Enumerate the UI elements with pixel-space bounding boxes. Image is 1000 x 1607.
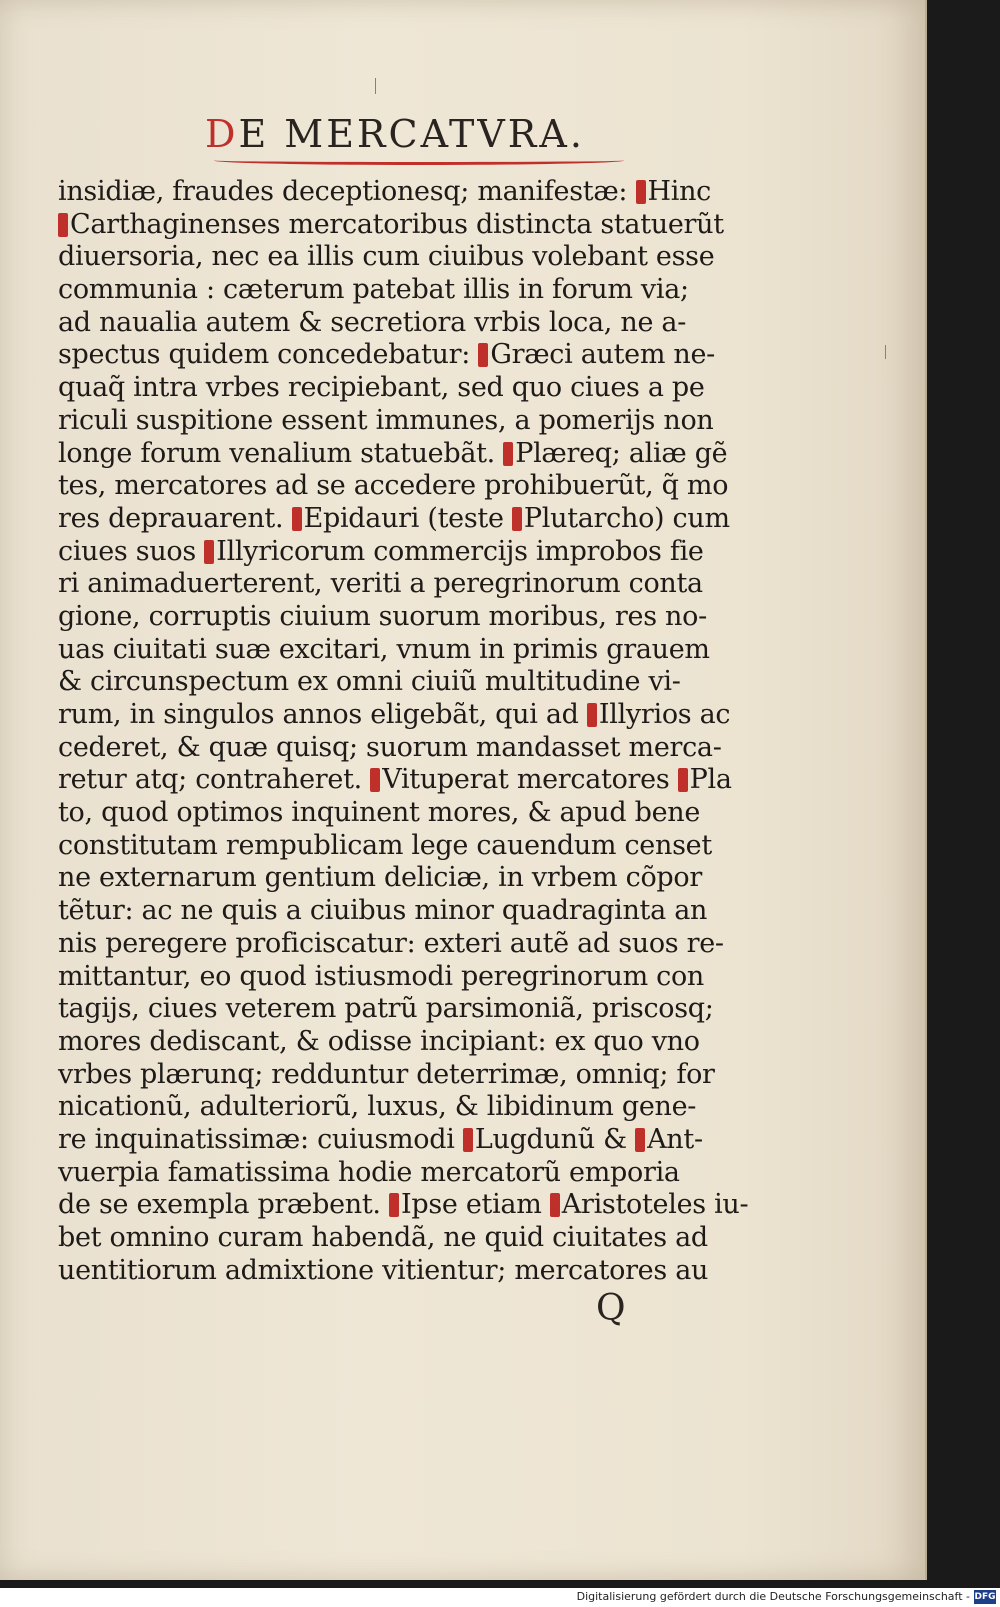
line-text: ne externarum gentium deliciæ, in vrbem cõpor bbox=[58, 862, 702, 894]
line-text: Ipse etiam bbox=[400, 1189, 550, 1221]
line-text: diuersoria, nec ea illis cum ciuibus volebant esse bbox=[58, 241, 715, 273]
line-text: nicationũ, adulteriorũ, luxus, & libidinum gene- bbox=[58, 1091, 697, 1123]
text-line bbox=[58, 731, 722, 765]
line-text: uentitiorum admixtione vitientur; mercatores au bbox=[58, 1254, 709, 1286]
paragraph-mark-icon bbox=[463, 1128, 473, 1152]
text-line bbox=[58, 1157, 718, 1190]
running-head-text: E MERCATVRA. bbox=[238, 112, 585, 156]
line-text: Lugdunũ & bbox=[474, 1123, 636, 1155]
text-line bbox=[58, 993, 718, 1026]
text-line bbox=[58, 176, 718, 209]
line-text: quaq̃ intra vrbes recipiebant, sed quo ciues a pe bbox=[58, 372, 705, 404]
line-text: Græci autem ne- bbox=[490, 339, 715, 371]
paper-mark bbox=[375, 78, 376, 94]
body-text bbox=[58, 176, 749, 1287]
credit-text: Digitalisierung gefördert durch die Deutsche Forschungsgemeinschaft - bbox=[576, 1590, 970, 1603]
text-line bbox=[58, 961, 718, 994]
line-text: tẽtur: ac ne quis a ciuibus minor quadraginta an bbox=[58, 895, 708, 927]
paragraph-mark-icon bbox=[370, 768, 380, 792]
paragraph-mark-icon bbox=[389, 1193, 399, 1217]
line-text: Aristoteles iu- bbox=[561, 1189, 749, 1221]
text-line bbox=[58, 601, 718, 634]
text-line bbox=[58, 568, 718, 601]
line-text: communia : cæterum patebat illis in forum via; bbox=[58, 274, 689, 306]
catchword: Q bbox=[596, 1288, 626, 1329]
text-line bbox=[58, 1059, 718, 1092]
running-head-underline bbox=[214, 156, 624, 165]
line-text: res deprauarent. bbox=[58, 502, 292, 534]
line-text: insidiæ, fraudes deceptionesq; manifestæ: bbox=[58, 176, 636, 207]
text-line bbox=[58, 437, 728, 471]
line-text: Pla bbox=[689, 764, 732, 796]
line-text: ciues suos bbox=[58, 535, 205, 567]
credit-bar bbox=[0, 1588, 1000, 1607]
paragraph-mark-icon bbox=[635, 1128, 645, 1152]
line-text: Plutarcho) cum bbox=[523, 502, 730, 534]
paper-mark bbox=[885, 345, 886, 359]
paragraph-mark-icon bbox=[678, 768, 688, 792]
line-text: ri animaduerterent, veriti a peregrinorum conta bbox=[58, 568, 703, 600]
line-text: Vituperat mercatores bbox=[382, 764, 678, 796]
line-text: vrbes plærunq; redduntur deterrimæ, omniq; for bbox=[58, 1058, 715, 1090]
text-line bbox=[58, 666, 718, 699]
text-line bbox=[58, 797, 718, 830]
text-line bbox=[58, 1255, 718, 1288]
line-text: riculi suspitione essent immunes, a pomerijs non bbox=[58, 404, 714, 436]
line-text: retur atq; contraheret. bbox=[58, 764, 371, 796]
text-line bbox=[58, 274, 718, 307]
text-line bbox=[58, 764, 732, 797]
line-text: Illyrios ac bbox=[598, 699, 731, 730]
paragraph-mark-icon bbox=[292, 507, 302, 531]
paragraph-mark-icon bbox=[550, 1193, 560, 1217]
dfg-logo: DFG bbox=[974, 1592, 996, 1602]
line-text: mittantur, eo quod istiusmodi peregrinorum con bbox=[58, 960, 705, 992]
text-line bbox=[58, 895, 718, 928]
line-text: cederet, & quæ quisq; suorum mandasset merca- bbox=[58, 731, 722, 763]
line-text: Hinc bbox=[647, 176, 711, 207]
line-text: Plæreq; aliæ gẽ bbox=[515, 437, 728, 469]
text-line bbox=[58, 372, 718, 405]
line-text: longe forum venalium statuebãt. bbox=[58, 437, 504, 469]
text-line bbox=[58, 502, 730, 536]
text-line bbox=[58, 1189, 749, 1222]
text-line bbox=[58, 1124, 718, 1157]
text-line bbox=[58, 862, 718, 895]
line-text: re inquinatissimæ: cuiusmodi bbox=[58, 1123, 463, 1155]
line-text: vuerpia famatissima hodie mercatorũ emporia bbox=[58, 1156, 680, 1188]
line-text: constitutam rempublicam lege cauendum censet bbox=[58, 829, 712, 861]
line-text: nis peregere proficiscatur: exteri autẽ ad suos re- bbox=[58, 927, 724, 959]
text-line bbox=[58, 405, 718, 438]
line-text: gione, corruptis ciuium suorum moribus, res no- bbox=[58, 600, 707, 632]
line-text: to, quod optimos inquinent mores, & apud bene bbox=[58, 797, 701, 829]
text-line bbox=[58, 927, 724, 961]
line-text: & circunspectum ex omni ciuiũ multitudine vi- bbox=[58, 666, 681, 698]
line-text: spectus quidem concedebatur: bbox=[58, 339, 479, 371]
line-text: ad naualia autem & secretiora vrbis loca, ne a- bbox=[58, 306, 687, 338]
line-text: mores dediscant, & odisse incipiant: ex quo vno bbox=[58, 1025, 700, 1057]
text-line bbox=[58, 241, 718, 274]
line-text: uas ciuitati suæ excitari, vnum in primis grauem bbox=[58, 633, 710, 665]
text-line bbox=[58, 1026, 718, 1059]
paragraph-mark-icon bbox=[503, 442, 513, 466]
line-text: Carthaginenses mercatoribus distincta statuerũt bbox=[70, 208, 724, 240]
line-text: rum, in singulos annos eligebãt, qui ad bbox=[58, 699, 587, 730]
paragraph-mark-icon bbox=[636, 180, 646, 204]
text-line bbox=[58, 536, 718, 569]
text-line bbox=[58, 699, 731, 732]
text-line bbox=[58, 339, 718, 372]
line-text: bet omnino curam habendã, ne quid ciuitates ad bbox=[58, 1222, 708, 1253]
paragraph-mark-icon bbox=[478, 343, 488, 367]
text-line bbox=[58, 307, 718, 340]
line-text: tes, mercatores ad se accedere prohibuerũt, q̃ mo bbox=[58, 470, 729, 502]
line-text: Epidauri (teste bbox=[303, 502, 512, 534]
text-line bbox=[58, 1222, 718, 1255]
text-line bbox=[58, 1091, 718, 1124]
paragraph-mark-icon bbox=[587, 703, 597, 727]
text-line bbox=[58, 470, 729, 503]
text-line bbox=[58, 208, 724, 242]
paragraph-mark-icon bbox=[58, 213, 68, 237]
text-line bbox=[58, 634, 718, 667]
paragraph-mark-icon bbox=[512, 507, 522, 531]
line-text: de se exempla præbent. bbox=[58, 1189, 389, 1221]
text-line bbox=[58, 830, 718, 863]
running-head-initial: D bbox=[205, 112, 239, 156]
line-text: Illyricorum commercijs improbos fie bbox=[216, 535, 704, 567]
line-text: tagijs, ciues veterem patrũ parsimoniã, priscosq; bbox=[58, 993, 714, 1025]
paragraph-mark-icon bbox=[204, 540, 214, 564]
line-text: Ant- bbox=[647, 1123, 703, 1155]
